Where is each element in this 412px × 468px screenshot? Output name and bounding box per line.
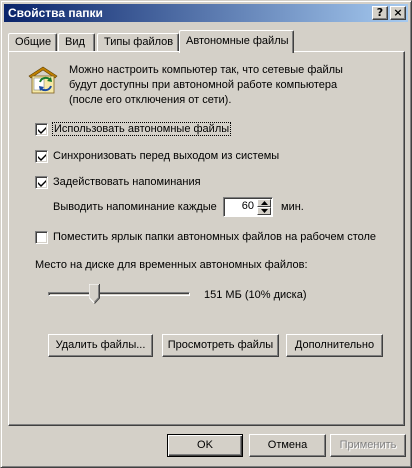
apply-button[interactable] xyxy=(330,434,406,457)
sync-before-logoff-checkbox[interactable] xyxy=(35,150,48,163)
view-files-button[interactable] xyxy=(162,334,279,357)
arrow-down-icon xyxy=(261,209,268,213)
disk-space-slider-thumb[interactable] xyxy=(89,284,100,304)
tab-view-label: Вид xyxy=(65,36,85,48)
window-title: Свойства папки xyxy=(8,6,103,20)
disk-space-value: 151 МБ (10% диска) xyxy=(204,289,307,301)
spinner-down-button[interactable] xyxy=(257,207,271,215)
arrow-up-icon xyxy=(261,201,268,205)
info-text xyxy=(69,63,369,108)
close-button[interactable]: × xyxy=(390,6,406,20)
disk-space-slider-track[interactable] xyxy=(48,292,190,296)
tab-general-label: Общие xyxy=(15,36,52,48)
ok-button[interactable] xyxy=(167,434,243,457)
desktop-shortcut-label[interactable]: Поместить ярлык папки автономных файлов на рабочем столе xyxy=(53,231,377,243)
desktop-shortcut-checkbox[interactable] xyxy=(35,231,48,244)
info-line: будут доступны при автономной работе компьютера xyxy=(69,79,338,91)
sync-before-logoff-label[interactable]: Синхронизовать перед выходом из системы xyxy=(53,150,280,162)
disk-space-label: Место на диске для временных автономных файлов: xyxy=(35,259,308,271)
reminder-unit-label: мин. xyxy=(281,201,304,213)
info-line: (после его отключения от сети). xyxy=(69,94,232,106)
delete-files-button[interactable] xyxy=(48,334,153,357)
cancel-button[interactable] xyxy=(249,434,326,457)
advanced-button[interactable] xyxy=(286,334,383,357)
tab-view[interactable] xyxy=(58,33,95,51)
tab-offline-files[interactable] xyxy=(179,30,294,53)
help-button[interactable]: ? xyxy=(372,6,388,20)
enable-reminders-label[interactable]: Задействовать напоминания xyxy=(53,176,201,188)
view-files-label: Просмотреть файлы xyxy=(167,339,274,351)
title-bar[interactable] xyxy=(4,4,408,22)
reminder-interval-spinner[interactable] xyxy=(223,197,273,217)
tab-offline-files-label: Автономные файлы xyxy=(186,35,289,47)
checkmark-icon xyxy=(38,153,46,161)
use-offline-files-checkbox[interactable] xyxy=(35,123,48,136)
cancel-label: Отмена xyxy=(267,439,308,451)
reminder-interval-value[interactable]: 60 xyxy=(241,200,254,212)
tab-file-types-label: Типы файлов xyxy=(104,36,174,48)
apply-label: Применить xyxy=(339,439,397,451)
spinner-up-button[interactable] xyxy=(257,199,271,207)
info-line: Можно настроить компьютер так, что сетевые файлы xyxy=(69,64,343,76)
enable-reminders-checkbox[interactable] xyxy=(35,176,48,189)
reminder-interval-label: Выводить напоминание каждые xyxy=(53,201,217,213)
tab-file-types[interactable] xyxy=(97,33,179,51)
ok-label: OK xyxy=(197,439,213,451)
use-offline-files-label[interactable]: Использовать автономные файлы xyxy=(54,123,230,135)
tab-general[interactable] xyxy=(8,33,57,51)
offline-files-sync-icon xyxy=(27,64,59,96)
checkmark-icon xyxy=(38,179,46,187)
delete-files-label: Удалить файлы... xyxy=(55,339,146,351)
advanced-label: Дополнительно xyxy=(294,339,375,351)
checkmark-icon xyxy=(38,126,46,134)
